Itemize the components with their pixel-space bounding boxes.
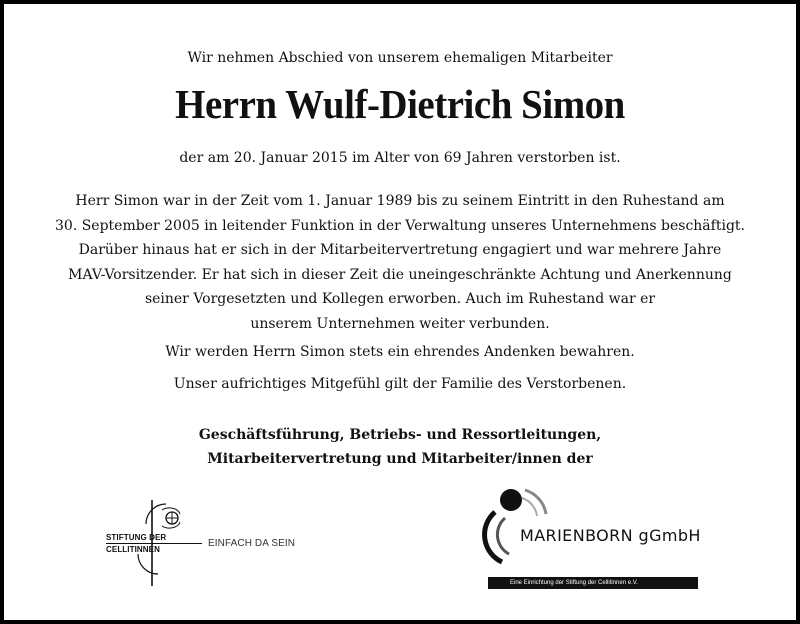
intro-line: Wir nehmen Abschied von unserem ehemaligen Mitarbeiter <box>187 50 613 66</box>
deceased-name: Herrn Wulf-Dietrich Simon <box>175 81 625 127</box>
tribute-line: seiner Vorgesetzten und Kollegen erworben. Auch im Ruhestand war er <box>144 291 656 307</box>
marienborn-logo <box>482 482 712 592</box>
death-line: der am 20. Januar 2015 im Alter von 69 Jahren verstorben ist. <box>179 150 621 166</box>
memory-line: Wir werden Herrn Simon stets ein ehrendes Andenken bewahren. <box>165 344 635 360</box>
signature-block <box>0 423 800 471</box>
stiftung-tagline: EINFACH DA SEIN <box>208 538 296 549</box>
stiftung-line-1: STIFTUNG DER <box>106 533 167 542</box>
cross-emblem-icon <box>104 498 214 590</box>
tribute-line: Darüber hinaus hat er sich in der Mitarbeitervertretung engagiert und war mehrere Jahre <box>78 242 722 258</box>
signature-line: Geschäftsführung, Betriebs- und Ressortleitungen, <box>198 427 602 443</box>
tribute-line: Herr Simon war in der Zeit vom 1. Januar 1989 bis zu seinem Eintritt in den Ruhestand am <box>75 193 725 209</box>
tribute-paragraph <box>0 189 800 336</box>
stiftung-cellitinnen-logo <box>104 498 314 590</box>
signature-line: Mitarbeitervertretung und Mitarbeiter/innen der <box>207 451 593 467</box>
marienborn-name: MARIENBORN gGmbH <box>520 526 701 545</box>
tribute-line: 30. September 2005 in leitender Funktion in der Verwaltung unseres Unternehmens beschäftigt. <box>55 217 745 234</box>
stiftung-line-2: CELLITINNEN <box>106 545 160 554</box>
stiftung-divider <box>106 543 202 544</box>
tribute-line: MAV-Vorsitzender. Er hat sich in dieser Zeit die uneingeschränkte Achtung und Anerkennung <box>68 266 732 283</box>
sympathy-line: Unser aufrichtiges Mitgefühl gilt der Familie des Verstorbenen. <box>173 376 627 392</box>
marienborn-subline: Eine Einrichtung der Stiftung der Cellitinnen e.V. <box>488 577 698 589</box>
tribute-line: unserem Unternehmen weiter verbunden. <box>250 315 550 332</box>
